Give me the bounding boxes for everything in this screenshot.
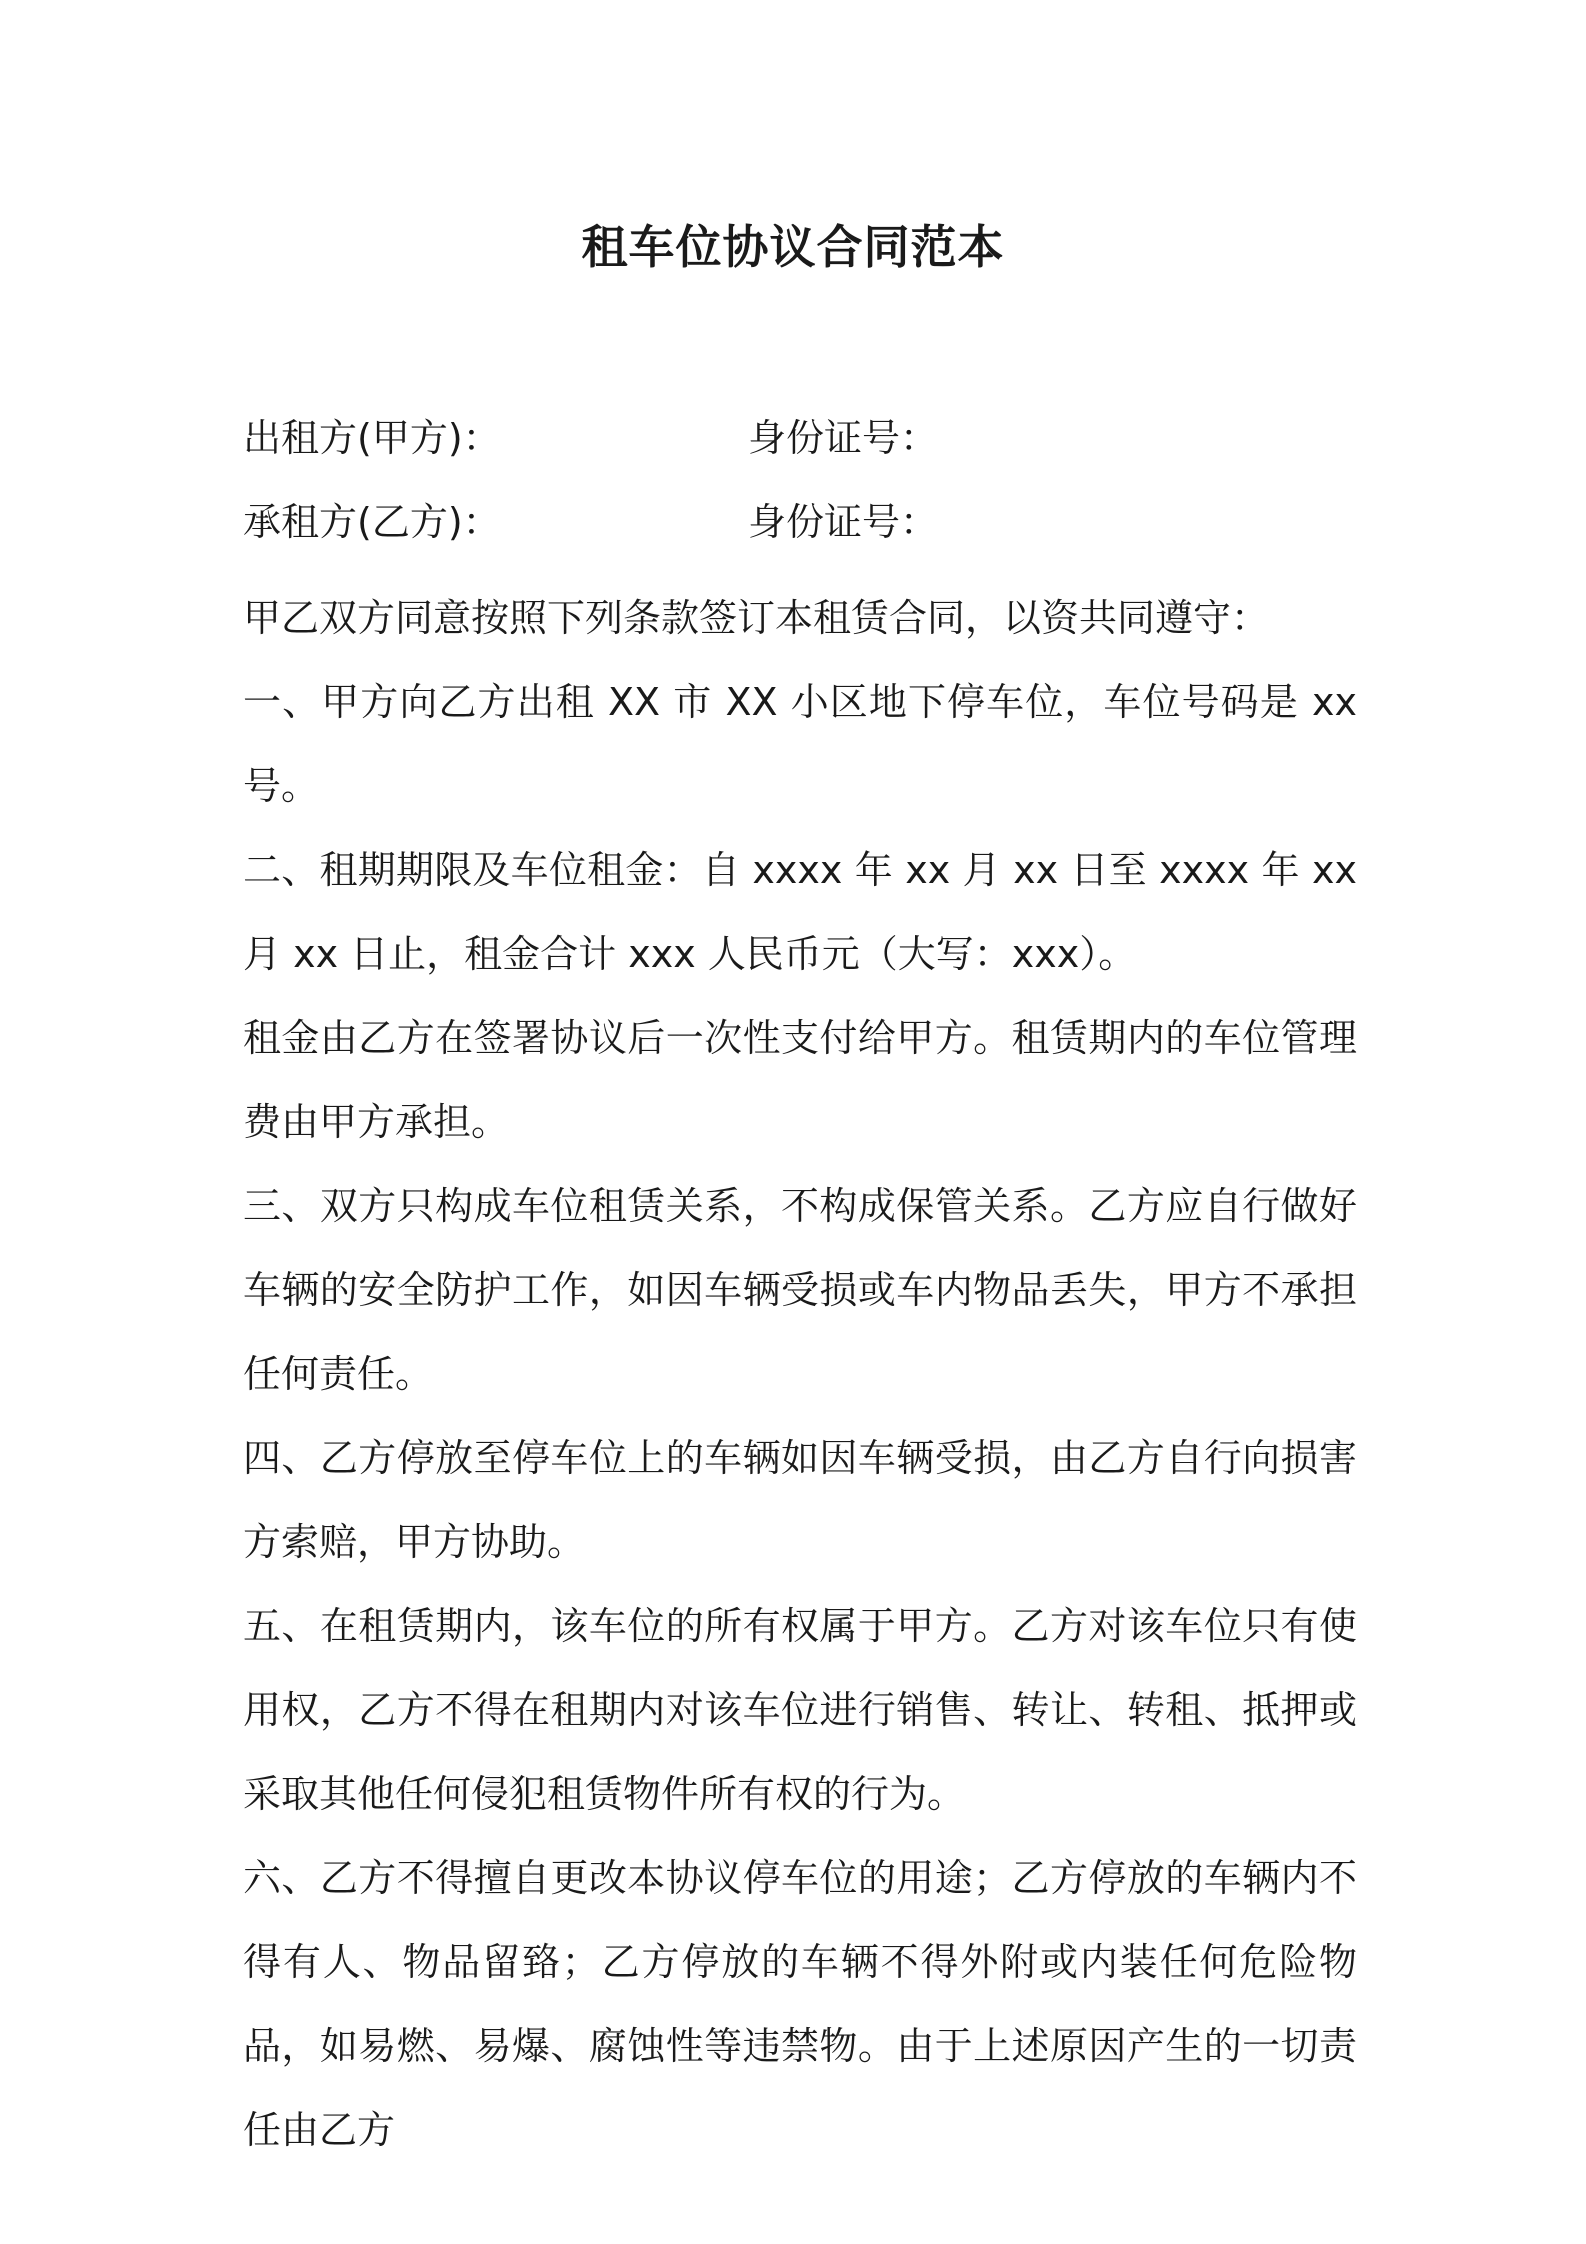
lessee-label: 承租方(乙方)：: [243, 500, 501, 544]
clause-4: 四、乙方停放至停车位上的车辆如因车辆受损，由乙方自行向损害方索赔，甲方协助。: [243, 1436, 1357, 1564]
clause-1: 一、甲方向乙方出租 XX 市 XX 小区地下停车位，车位号码是 xx 号。: [243, 680, 1357, 808]
lessee-row: [243, 492, 1343, 552]
document-title: 租车位协议合同范本: [581, 220, 1005, 274]
clause-5: 五、在租赁期内，该车位的所有权属于甲方。乙方对该车位只有使用权，乙方不得在租期内对该车位进行销售、转让、转租、抵押或采取其他任何侵犯租赁物件所有权的行为。: [243, 1604, 1357, 1816]
contract-body: [243, 576, 1357, 2172]
clause-2: 二、租期期限及车位租金：自 xxxx 年 xx 月 xx 日至 xxxx 年 xx 月 xx 日止，租金合计 xxx 人民币元（大写：xxx）。: [243, 848, 1357, 976]
clause-2-rent-note: 租金由乙方在签署协议后一次性支付给甲方。租赁期内的车位管理费由甲方承担。: [243, 1016, 1357, 1144]
lessor-id-label: 身份证号：: [748, 416, 939, 460]
lessor-row: [243, 408, 1343, 468]
lessor-label: 出租方(甲方)：: [243, 416, 501, 460]
lessee-id-label: 身份证号：: [748, 500, 939, 544]
clause-6: 六、乙方不得擅自更改本协议停车位的用途；乙方停放的车辆内不得有人、物品留臵；乙方停放的车辆不得外附或内装任何危险物品，如易燃、易爆、腐蚀性等违禁物。由于上述原因产生的一切责任由乙方: [243, 1856, 1357, 2152]
clause-3: 三、双方只构成车位租赁关系，不构成保管关系。乙方应自行做好车辆的安全防护工作，如因车辆受损或车内物品丢失，甲方不承担任何责任。: [243, 1184, 1357, 1396]
intro-paragraph: 甲乙双方同意按照下列条款签订本租赁合同，以资共同遵守：: [243, 596, 1270, 640]
